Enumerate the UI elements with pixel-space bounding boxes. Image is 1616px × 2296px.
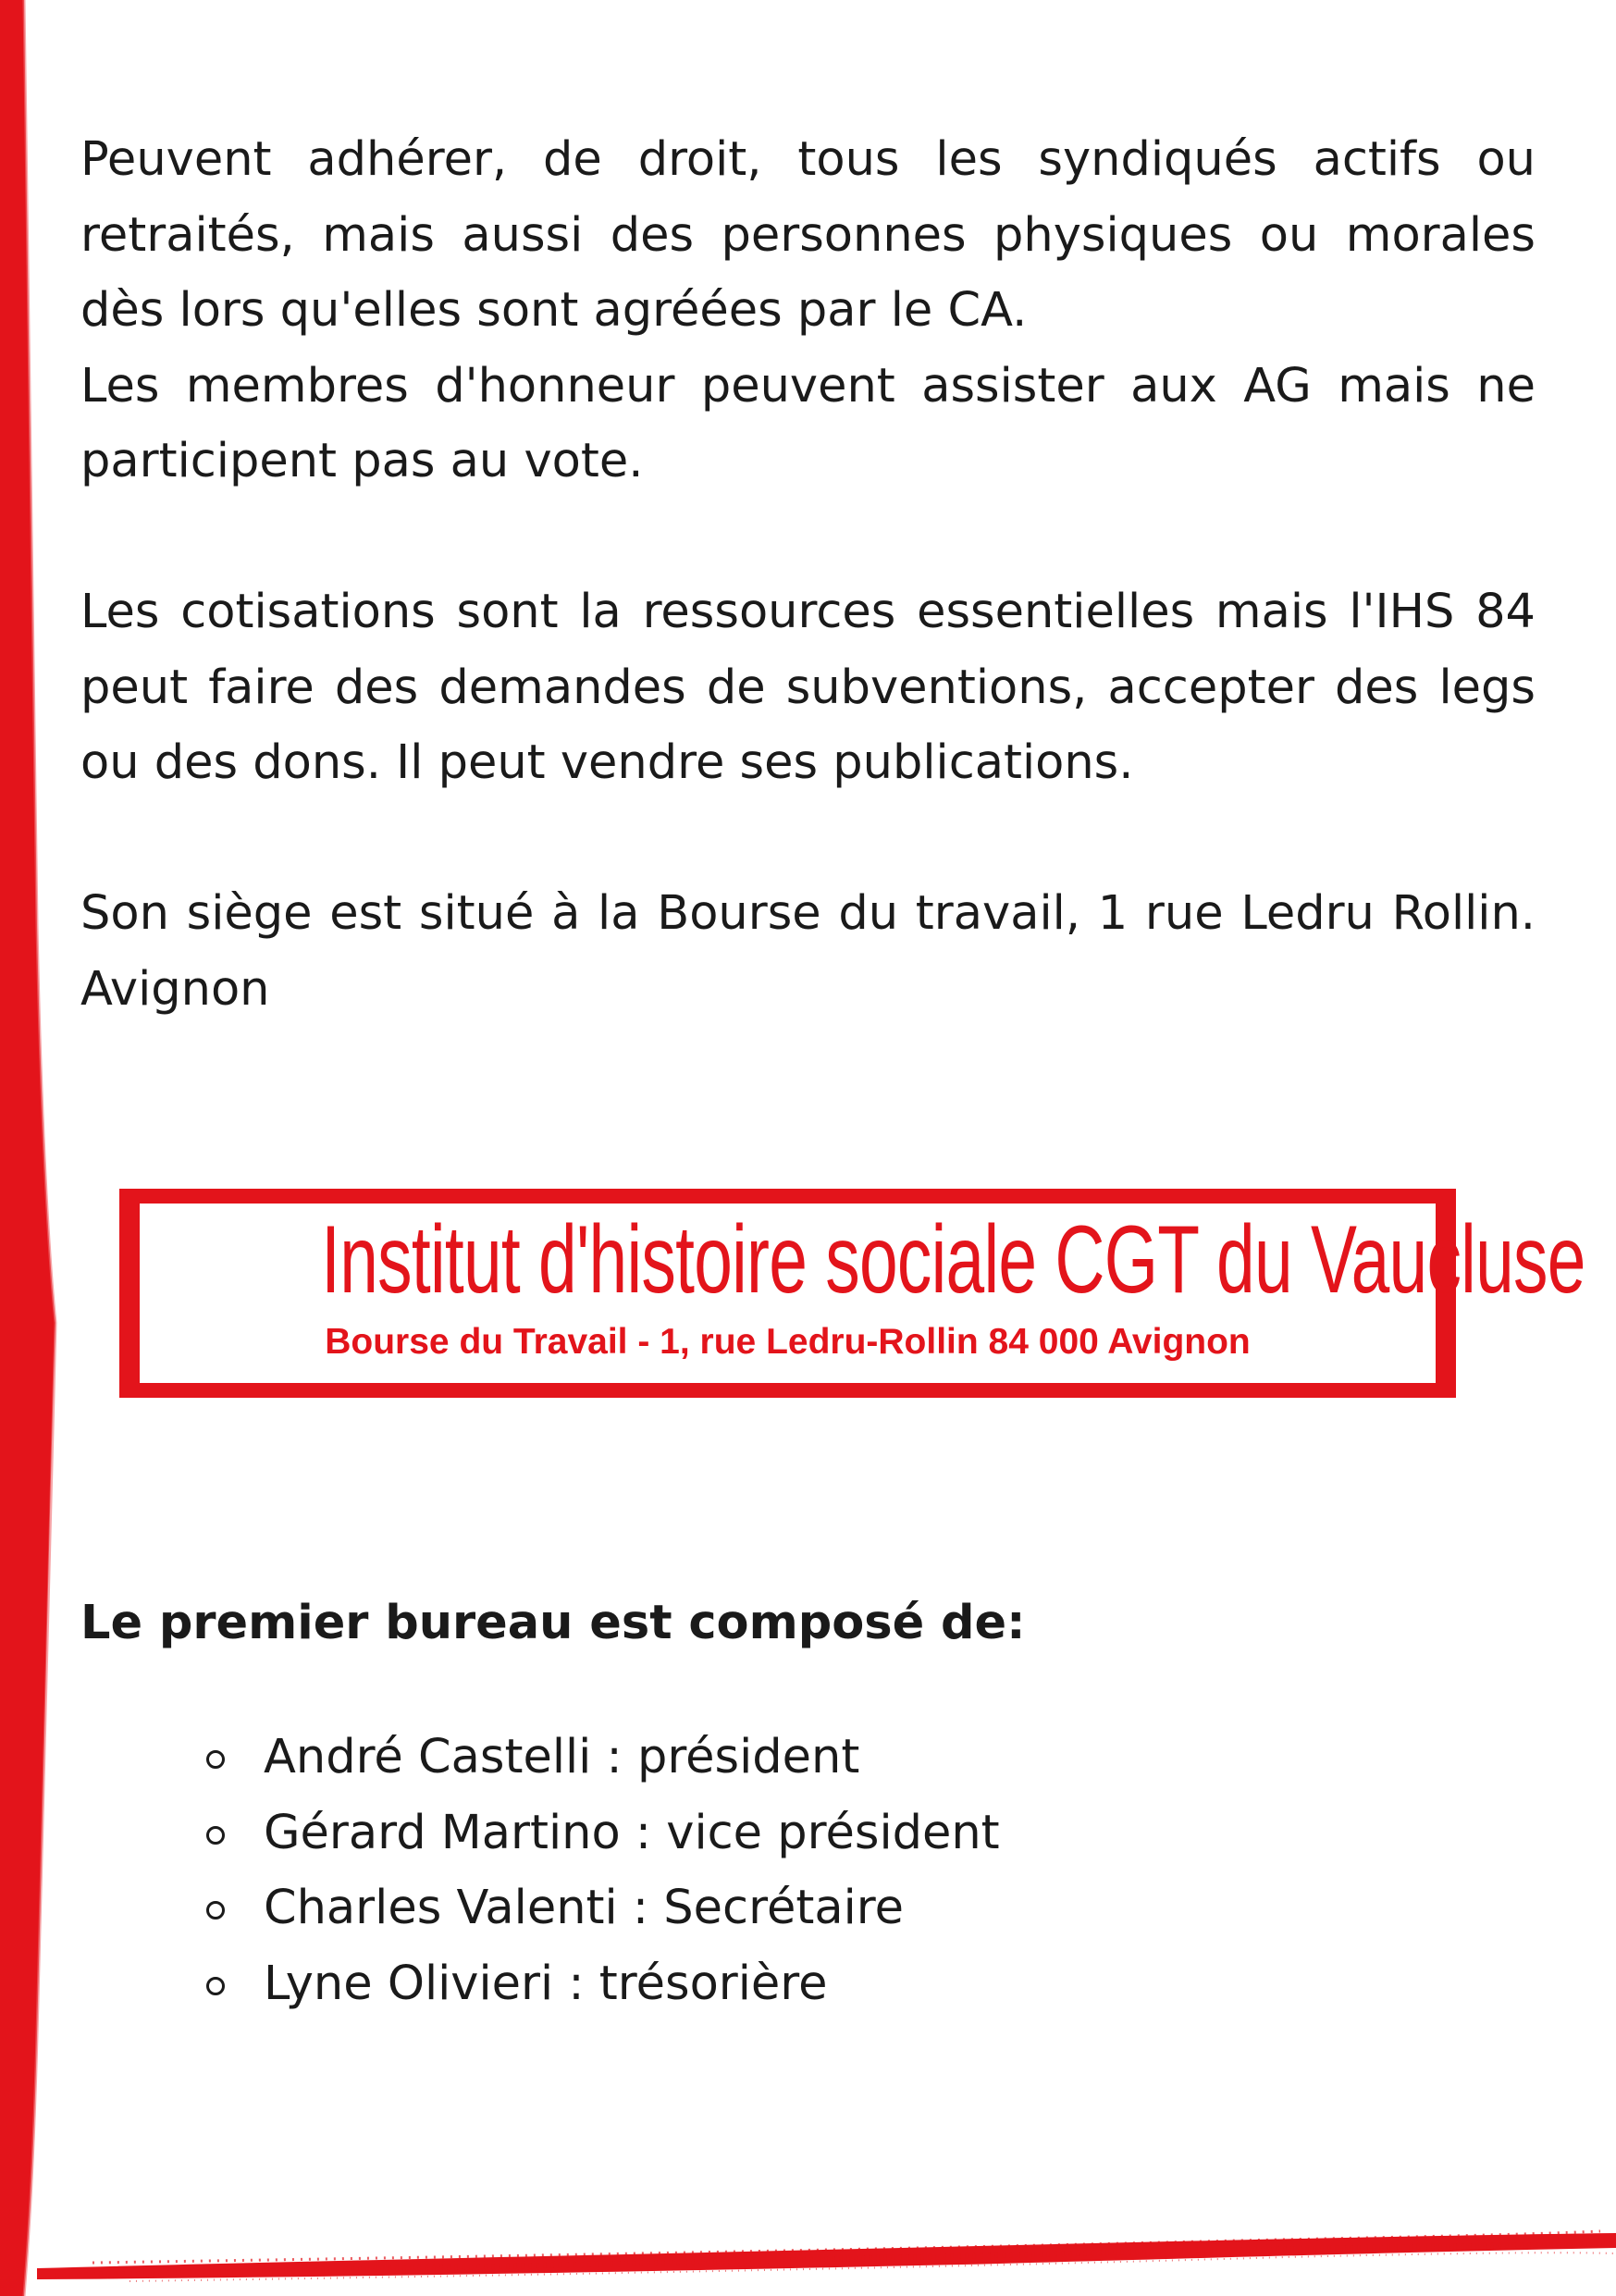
list-item xyxy=(199,1870,1000,1946)
circle-bullet-icon xyxy=(206,1826,225,1845)
ihs-logo xyxy=(119,1189,1585,1398)
paragraph-contributions: Les cotisations sont la ressources essentielles mais l'IHS 84 peut faire des demandes de subventions, accepter des legs ou des dons. Il peut vendre ses publications. xyxy=(80,585,1536,790)
member-treasurer: Lyne Olivieri : trésorière xyxy=(264,1956,828,2011)
member-secretary: Charles Valenti : Secrétaire xyxy=(264,1881,904,1935)
circle-bullet-icon xyxy=(206,1901,225,1920)
logo-inner xyxy=(140,1204,1585,1383)
paragraph-headquarters: Son siège est situé à la Bourse du travail, 1 rue Ledru Rollin. Avignon xyxy=(80,886,1536,1017)
paragraph-honorary-members: Les membres d'honneur peuvent assister aux AG mais ne participent pas au vote. xyxy=(80,358,1536,488)
bureau-members-list xyxy=(199,1720,1000,2021)
bureau-heading: Le premier bureau est composé de: xyxy=(80,1596,1026,1650)
list-item xyxy=(199,1946,1000,2022)
paragraph-membership: Peuvent adhérer, de droit, tous les syndiqués actifs ou retraités, mais aussi des personnes physiques ou morales dès lors qu'elles sont agréées par le CA. xyxy=(80,132,1536,338)
member-vice-president: Gérard Martino : vice président xyxy=(264,1805,1000,1860)
member-president: André Castelli : président xyxy=(264,1730,860,1784)
logo-address: Bourse du Travail - 1, rue Ledru-Rollin 84 000 Avignon xyxy=(325,1322,1251,1362)
left-red-border xyxy=(0,0,74,2296)
circle-bullet-icon xyxy=(206,1977,225,1995)
logo-title: Institut d'histoire sociale CGT du Vaucluse xyxy=(321,1206,1585,1314)
main-text xyxy=(80,122,1536,1027)
list-item xyxy=(199,1796,1000,1871)
circle-bullet-icon xyxy=(206,1750,225,1769)
list-item xyxy=(199,1720,1000,1796)
bottom-red-brush-stroke xyxy=(37,2220,1616,2296)
